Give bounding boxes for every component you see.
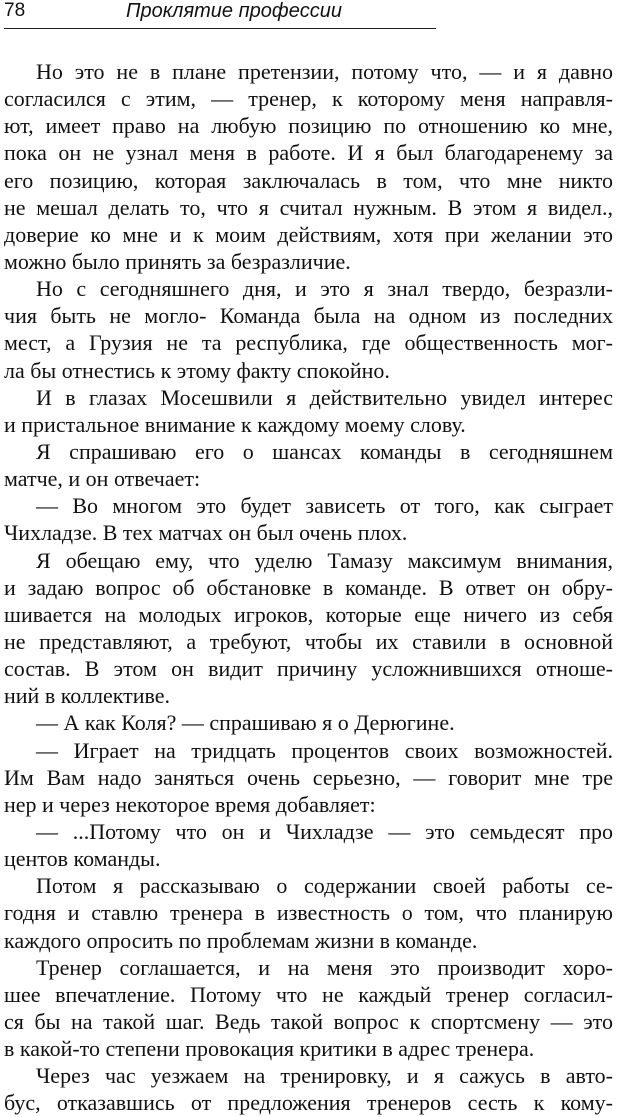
text-line: И в глазах Мосешвили я действительно увидел интерес <box>36 384 613 410</box>
text-line: пока он не узнал меня в работе. И я был благодаренему за <box>4 140 613 166</box>
text-line: центов команды. <box>4 846 161 872</box>
text-line: бус, отказавшись от предложения тренеров сесть к кому- <box>4 1090 613 1116</box>
text-line: Я обещаю ему, что уделю Тамазу максимум внимания, <box>36 547 613 573</box>
text-line: матче, и он отвечает: <box>4 466 201 492</box>
text-line: — А как Коля? — спрашиваю я о Дерюгине. <box>36 710 455 736</box>
text-line: шее впечатление. Потому что не каждый тренер согласил- <box>4 981 613 1007</box>
text-line: чия быть не могло- Команда была на одном из последних <box>4 303 613 329</box>
text-line: и задаю вопрос об обстановке в команде. В ответ он обру- <box>4 574 613 600</box>
text-line: ют, имеет право на любую позицию по отношению ко мне, <box>4 113 613 139</box>
text-line: — ...Потому что он и Чихладзе — это семьдесят про <box>36 818 613 844</box>
text-line: доверие ко мне и к моим действиям, хотя при желании это <box>4 221 613 247</box>
text-line: Тренер соглашается, и на меня это производит хоро- <box>36 954 613 980</box>
text-line: Но это не в плане претензии, потому что, — и я давно <box>36 59 613 84</box>
text-line: годня и ставлю тренера в известность о том, что планирую <box>4 900 613 926</box>
text-line: ний в коллективе. <box>4 683 171 709</box>
text-line: — Во многом это будет зависеть от того, как сыграет <box>36 493 613 519</box>
text-line: не представляют, а требуют, чтобы их ставили в основной <box>4 628 613 654</box>
text-line: Чихладзе. В тех матчах он был очень плох. <box>4 520 408 546</box>
text-line: нер и через некоторое время добавляет: <box>4 791 376 817</box>
page-number: 78 <box>4 0 26 21</box>
text-line: и пристальное внимание к каждому моему слову. <box>4 411 466 437</box>
text-line: в какой-то степени провокация критики в адрес тренера. <box>4 1036 535 1062</box>
text-line: состав. В этом он видит причину усложнившихся отноше- <box>4 656 613 682</box>
text-line: ся бы на такой шаг. Ведь такой вопрос к спортсмену — это <box>4 1008 613 1034</box>
text-line: его позицию, которая заключалась в том, что мне никто <box>4 167 613 193</box>
text-line: каждого опросить по проблемам жизни в команде. <box>4 927 478 953</box>
text-line: — Играет на тридцать процентов своих возможностей. <box>36 737 613 763</box>
running-head <box>4 0 436 29</box>
text-line: Но с сегодняшнего дня, и это я знал твердо, безразли- <box>36 276 613 302</box>
body-text <box>4 58 613 1116</box>
text-line: не мешал делать то, что я считал нужным. В этом я видел., <box>4 194 613 220</box>
text-line: Потом я рассказываю о содержании своей работы се- <box>36 873 613 899</box>
running-title: Проклятие профессии <box>126 0 342 22</box>
text-line: мест, а Грузия не та республика, где общественность мог- <box>4 330 613 356</box>
text-line: Через час уезжаем на тренировку, и я сажусь в авто- <box>36 1063 613 1089</box>
text-line: ла бы отнестись к этому факту спокойно. <box>4 357 390 383</box>
text-line: можно было принять за безразличие. <box>4 248 351 274</box>
text-line: шивается на молодых игроков, которые еще ничего из себя <box>4 601 613 627</box>
text-line: Им Вам надо заняться очень серьезно, — говорит мне тре <box>4 764 613 790</box>
text-line: согласился с этим, — тренер, к которому меня направля- <box>4 86 613 112</box>
text-line: Я спрашиваю его о шансах команды в сегодняшнем <box>36 438 613 464</box>
